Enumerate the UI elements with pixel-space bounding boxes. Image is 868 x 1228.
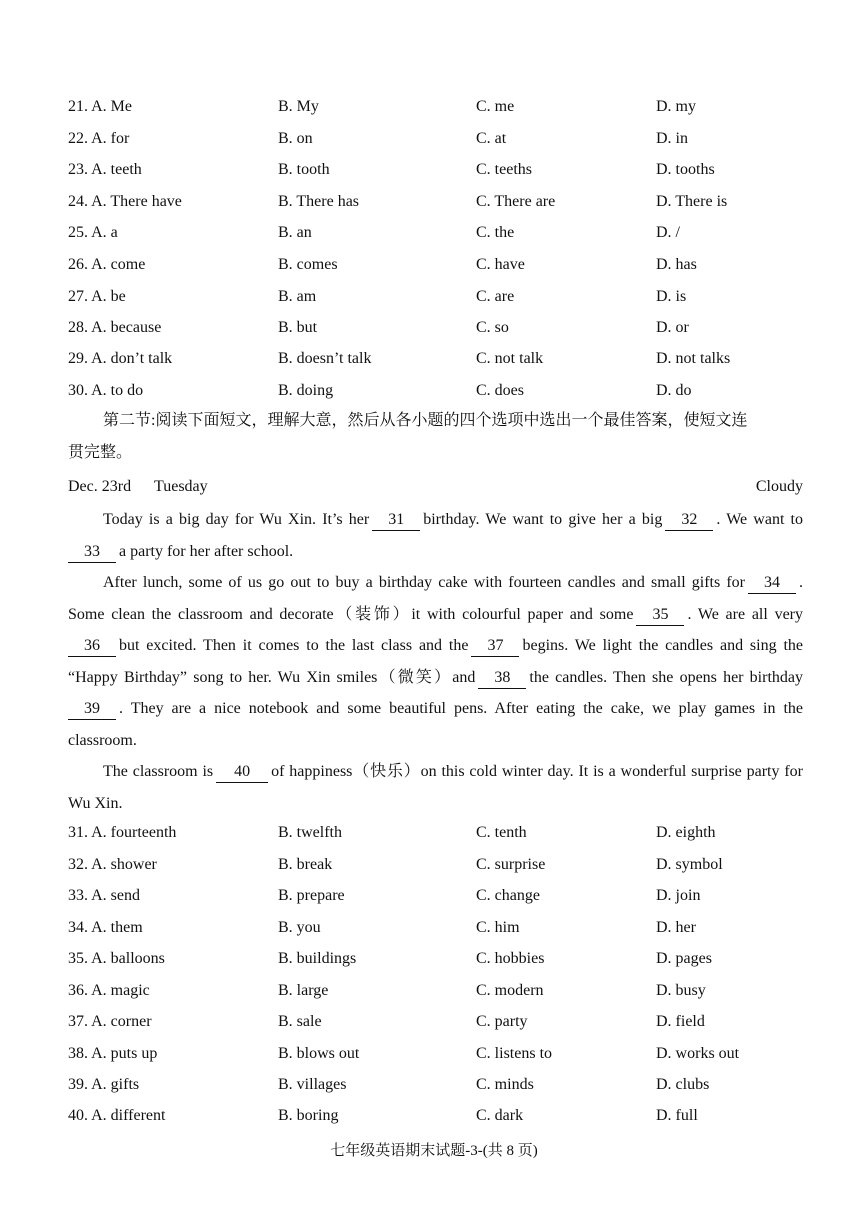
question-row — [0, 919, 868, 943]
option-a: 26. A. come — [68, 256, 146, 273]
option-d: D. has — [656, 256, 697, 273]
option-c: C. dark — [476, 1107, 524, 1124]
option-a: 30. A. to do — [68, 382, 144, 399]
option-b: B. There has — [278, 193, 360, 210]
option-a: 38. A. puts up — [68, 1045, 158, 1062]
option-a: 35. A. balloons — [68, 950, 165, 967]
option-c: C. party — [476, 1013, 528, 1030]
option-b: B. on — [278, 130, 313, 147]
option-d: D. do — [656, 382, 692, 399]
blank-39: 39 — [68, 699, 116, 720]
question-row — [0, 1045, 868, 1069]
option-c: C. tenth — [476, 824, 527, 841]
option-a: 24. A. There have — [68, 193, 182, 210]
passage-text: . Some clean the classroom and decorate（装饰）it with colourful paper and some — [68, 574, 803, 623]
passage-text: . We are all very — [687, 605, 803, 623]
diary-weather: Cloudy — [755, 478, 803, 495]
passage-text: After lunch, some of us go out to buy a birthday cake with fourteen candles and small gifts for — [103, 574, 745, 591]
question-row — [0, 319, 868, 343]
passage-text: the candles. Then she opens her birthday — [529, 668, 803, 686]
option-d: D. eighth — [656, 824, 716, 841]
option-c: C. him — [476, 919, 520, 936]
question-row — [0, 224, 868, 248]
question-row — [0, 256, 868, 280]
passage-text: begins. We light the candles and sing the “Happy Birthday” song to her. Wu Xin smiles（微笑）and — [68, 637, 804, 686]
option-a: 33. A. send — [68, 887, 140, 904]
option-d: D. symbol — [656, 856, 723, 873]
option-b: B. blows out — [278, 1045, 360, 1062]
option-c: C. not talk — [476, 350, 544, 367]
option-b: B. buildings — [278, 950, 357, 967]
question-row — [0, 161, 868, 185]
blank-31: 31 — [372, 510, 420, 531]
blank-32: 32 — [665, 510, 713, 531]
passage-paragraph-3 — [68, 756, 803, 819]
blank-35: 35 — [636, 605, 684, 626]
option-c: C. does — [476, 382, 524, 399]
diary-date: Dec. 23rd — [68, 478, 132, 495]
option-d: D. my — [656, 98, 696, 115]
instruction-line: 第二节:阅读下面短文，理解大意，然后从各小题的四个选项中选出一个最佳答案，使短文连 — [103, 412, 748, 429]
option-a: 36. A. magic — [68, 982, 150, 999]
option-b: B. doesn’t talk — [278, 350, 372, 367]
option-b: B. you — [278, 919, 321, 936]
option-d: D. in — [656, 130, 688, 147]
option-d: D. her — [656, 919, 696, 936]
option-d: D. busy — [656, 982, 706, 999]
option-a: 34. A. them — [68, 919, 143, 936]
option-c: C. teeths — [476, 161, 532, 178]
option-a: 39. A. gifts — [68, 1076, 140, 1093]
option-c: C. the — [476, 224, 515, 241]
question-row — [0, 1107, 868, 1131]
option-d: D. not talks — [656, 350, 731, 367]
option-a: 31. A. fourteenth — [68, 824, 177, 841]
passage-paragraph-1 — [68, 504, 803, 567]
option-a: 25. A. a — [68, 224, 118, 241]
option-c: C. so — [476, 319, 509, 336]
option-b: B. comes — [278, 256, 338, 273]
option-b: B. twelfth — [278, 824, 342, 841]
question-row — [0, 824, 868, 848]
passage-text: a party for her after school. — [119, 542, 294, 560]
option-d: D. works out — [656, 1045, 740, 1062]
question-row — [0, 856, 868, 880]
option-b: B. boring — [278, 1107, 339, 1124]
option-c: C. surprise — [476, 856, 546, 873]
passage-text: . We want to — [716, 511, 804, 528]
option-c: C. modern — [476, 982, 544, 999]
option-b: B. am — [278, 288, 317, 305]
option-b: B. sale — [278, 1013, 322, 1030]
question-row — [0, 950, 868, 974]
option-b: B. break — [278, 856, 333, 873]
question-row — [0, 130, 868, 154]
option-d: D. or — [656, 319, 689, 336]
option-d: D. field — [656, 1013, 705, 1030]
question-row — [0, 382, 868, 406]
question-row — [0, 1013, 868, 1037]
option-b: B. prepare — [278, 887, 345, 904]
option-d: D. clubs — [656, 1076, 710, 1093]
option-b: B. villages — [278, 1076, 347, 1093]
option-a: 27. A. be — [68, 288, 126, 305]
option-d: D. tooths — [656, 161, 715, 178]
question-row — [0, 982, 868, 1006]
question-row — [0, 1076, 868, 1100]
blank-37: 37 — [471, 636, 519, 657]
option-b: B. but — [278, 319, 318, 336]
question-row — [0, 350, 868, 374]
question-row — [0, 887, 868, 911]
option-b: B. large — [278, 982, 329, 999]
blank-40: 40 — [216, 762, 268, 783]
passage-text: . They are a nice notebook and some beautiful pens. After eating the cake, we play games in the classroom. — [68, 700, 803, 749]
option-c: C. minds — [476, 1076, 534, 1093]
option-d: D. full — [656, 1107, 698, 1124]
option-b: B. an — [278, 224, 312, 241]
instruction-line: 贯完整。 — [68, 444, 133, 461]
option-a: 29. A. don’t talk — [68, 350, 173, 367]
blank-38: 38 — [478, 668, 526, 689]
question-row — [0, 193, 868, 217]
option-c: C. at — [476, 130, 507, 147]
option-b: B. doing — [278, 382, 334, 399]
blank-34: 34 — [748, 573, 796, 594]
option-a: 40. A. different — [68, 1107, 166, 1124]
option-a: 22. A. for — [68, 130, 130, 147]
option-c: C. me — [476, 98, 515, 115]
option-a: 23. A. teeth — [68, 161, 142, 178]
option-b: B. My — [278, 98, 319, 115]
option-c: C. are — [476, 288, 515, 305]
passage-text: Today is a big day for Wu Xin. It’s her — [103, 511, 370, 528]
passage-text: of happiness（快乐）on this cold winter day. It is a wonderful surprise party for Wu Xin. — [68, 763, 804, 812]
option-c: C. have — [476, 256, 525, 273]
option-d: D. / — [656, 224, 680, 241]
blank-33: 33 — [68, 542, 116, 563]
passage-text: birthday. We want to give her a big — [423, 511, 663, 528]
option-c: C. listens to — [476, 1045, 553, 1062]
blank-36: 36 — [68, 636, 116, 657]
diary-day: Tuesday — [154, 478, 208, 495]
option-a: 21. A. Me — [68, 98, 132, 115]
option-c: C. There are — [476, 193, 556, 210]
option-d: D. pages — [656, 950, 712, 967]
page-footer: 七年级英语期末试题-3-(共 8 页) — [330, 1143, 538, 1159]
diary-header — [68, 478, 803, 502]
option-c: C. hobbies — [476, 950, 545, 967]
passage-text: The classroom is — [103, 763, 214, 780]
question-row — [0, 98, 868, 122]
option-a: 32. A. shower — [68, 856, 157, 873]
option-d: D. There is — [656, 193, 728, 210]
option-b: B. tooth — [278, 161, 330, 178]
option-a: 37. A. corner — [68, 1013, 152, 1030]
passage-paragraph-2 — [68, 567, 803, 756]
passage-text: but excited. Then it comes to the last class and the — [119, 637, 469, 654]
option-d: D. is — [656, 288, 687, 305]
option-d: D. join — [656, 887, 701, 904]
question-row — [0, 288, 868, 312]
option-a: 28. A. because — [68, 319, 162, 336]
section-2-instructions — [68, 405, 803, 469]
option-c: C. change — [476, 887, 540, 904]
